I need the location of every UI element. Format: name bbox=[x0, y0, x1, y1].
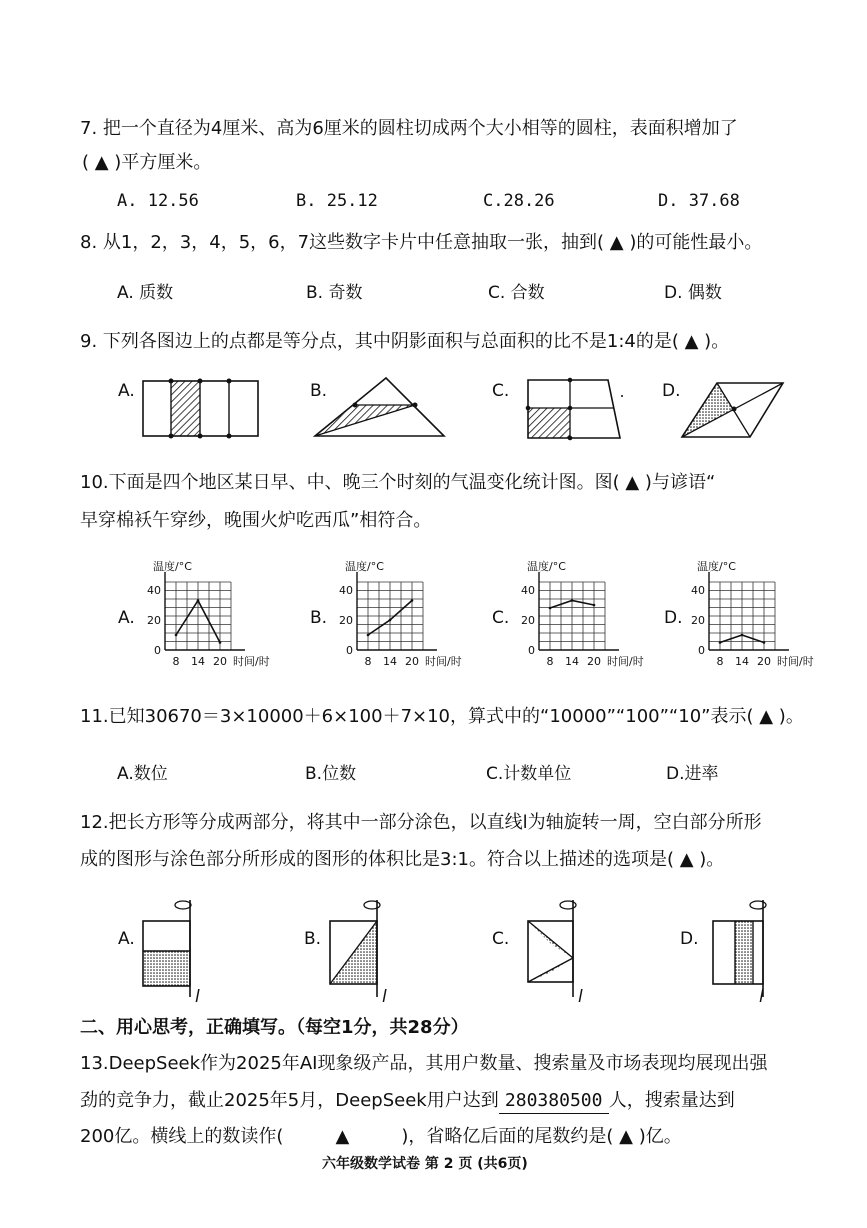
q12-label-a: A. bbox=[118, 929, 135, 949]
q10-label-c: C. bbox=[492, 608, 510, 628]
q8-option-c: C. 合数 bbox=[488, 283, 545, 303]
q7-option-c: C.28.26 bbox=[483, 191, 555, 211]
chart-1-y-axis-label: 温度/°C bbox=[153, 560, 192, 573]
q11-option-a: A.数位 bbox=[117, 764, 168, 784]
chart-2-x-tick-label: 14 bbox=[383, 655, 397, 668]
chart-1-x-tick-label: 20 bbox=[213, 655, 227, 668]
q7-option-d: D. 37.68 bbox=[658, 191, 740, 211]
q9-label-b: B. bbox=[310, 381, 328, 401]
chart-3-x-tick-label: 20 bbox=[587, 655, 601, 668]
chart-2-x-tick-label: 20 bbox=[405, 655, 419, 668]
chart-4-y-tick-label: 40 bbox=[691, 584, 705, 597]
q11-option-b: B.位数 bbox=[305, 764, 357, 784]
q13-user-count-blank: 280380500 bbox=[499, 1089, 609, 1114]
chart-2-x-axis-label: 时间/时 bbox=[425, 655, 462, 668]
q7-option-a: A. 12.56 bbox=[117, 191, 199, 211]
q12-figure-c bbox=[528, 900, 576, 997]
chart-4-y-tick-label: 20 bbox=[691, 614, 705, 627]
q9-label-c: C. bbox=[492, 381, 510, 401]
chart-3-x-axis-label: 时间/时 bbox=[607, 655, 644, 668]
q12-axis-label-a: l bbox=[195, 987, 200, 1007]
q12-label-c: C. bbox=[492, 929, 510, 949]
chart-2-y-axis-label: 温度/°C bbox=[345, 560, 384, 573]
chart-2-y-tick-label: 40 bbox=[339, 584, 353, 597]
q13-stem-line2 bbox=[80, 1089, 735, 1114]
chart-4-y-axis-label: 温度/°C bbox=[697, 560, 736, 573]
q10-stem-line1: 10.下面是四个地区某日早、中、晚三个时刻的气温变化统计图。图( ▲ )与谚语“ bbox=[80, 472, 716, 493]
q13-line2-prefix: 劲的竞争力，截止2025年5月，DeepSeek用户达到 bbox=[80, 1090, 499, 1111]
chart-1-y-tick-label: 20 bbox=[147, 614, 161, 627]
chart-4-x-axis-label: 时间/时 bbox=[777, 655, 814, 668]
q8-option-d: D. 偶数 bbox=[664, 283, 722, 303]
q13-line2-suffix: 人，搜索量达到 bbox=[608, 1090, 735, 1111]
q9-label-a: A. bbox=[118, 381, 135, 401]
q12-figure-d bbox=[713, 900, 766, 997]
q9-label-d: D. bbox=[662, 381, 681, 401]
q7-stem-line1: 7. 把一个直径为4厘米、高为6厘米的圆柱切成两个大小相等的圆柱，表面积增加了 bbox=[80, 118, 738, 139]
q12-stem-line2: 成的图形与涂色部分所形成的图形的体积比是3:1。符合以上描述的选项是( ▲ )。 bbox=[80, 849, 725, 870]
chart-3-y-tick-label: 0 bbox=[528, 644, 535, 657]
chart-4-y-tick-label: 0 bbox=[698, 644, 705, 657]
q13-line3-prefix: 200亿。横线上的数读作( bbox=[80, 1126, 284, 1147]
q12-figure-a bbox=[143, 900, 191, 997]
chart-4-x-tick-label: 20 bbox=[757, 655, 771, 668]
chart-2-x-tick-label: 8 bbox=[364, 655, 372, 668]
q13-stem-line3 bbox=[80, 1125, 682, 1149]
section-2-title: 二、用心思考，正确填写。（每空1分，共28分） bbox=[80, 1017, 469, 1038]
q8-option-b: B. 奇数 bbox=[306, 283, 363, 303]
q7-stem-line2: ( ▲ )平方厘米。 bbox=[82, 152, 212, 173]
q12-label-d: D. bbox=[680, 929, 699, 949]
q10-label-d: D. bbox=[664, 608, 683, 628]
chart-1-y-tick-label: 0 bbox=[154, 644, 161, 657]
q7-option-b: B. 25.12 bbox=[296, 191, 378, 211]
chart-3-y-axis-label: 温度/°C bbox=[527, 560, 566, 573]
q12-axis-label-c: l bbox=[578, 987, 583, 1007]
chart-3-x-tick-label: 8 bbox=[546, 655, 554, 668]
chart-4-x-tick-label: 8 bbox=[716, 655, 724, 668]
q11-option-c: C.计数单位 bbox=[486, 764, 572, 784]
chart-4-x-tick-label: 14 bbox=[735, 655, 749, 668]
q10-label-a: A. bbox=[118, 608, 135, 628]
q9-stem: 9. 下列各图边上的点都是等分点，其中阴影面积与总面积的比不是1:4的是( ▲ )。 bbox=[80, 331, 730, 352]
q11-option-d: D.进率 bbox=[666, 764, 719, 784]
chart-2-y-tick-label: 0 bbox=[346, 644, 353, 657]
q8-stem: 8. 从1，2，3，4，5，6，7这些数字卡片中任意抽取一张，抽到( ▲ )的可能性最小。 bbox=[80, 232, 763, 253]
q11-stem: 11.已知30670＝3×10000＋6×100＋7×10，算式中的“10000”“100”“10”表示( ▲ )。 bbox=[80, 706, 804, 727]
chart-1-y-tick-label: 40 bbox=[147, 584, 161, 597]
chart-3-y-tick-label: 20 bbox=[521, 614, 535, 627]
q10-label-b: B. bbox=[310, 608, 328, 628]
q13-answer-mark: ▲ bbox=[335, 1126, 350, 1147]
chart-1-x-tick-label: 14 bbox=[191, 655, 205, 668]
q12-label-b: B. bbox=[304, 929, 322, 949]
page-footer: 六年级数学试卷 第 2 页 (共6页) bbox=[322, 1156, 528, 1172]
chart-3-x-tick-label: 14 bbox=[565, 655, 579, 668]
chart-1-x-tick-label: 8 bbox=[172, 655, 180, 668]
q12-stem-line1: 12.把长方形等分成两部分，将其中一部分涂色，以直线l为轴旋转一周，空白部分所形 bbox=[80, 812, 762, 833]
q12-axis-label-d: l bbox=[759, 987, 764, 1007]
q12-figure-b bbox=[330, 900, 380, 997]
q12-axis-label-b: l bbox=[382, 987, 387, 1007]
q13-stem-line1: 13.DeepSeek作为2025年AI现象级产品，其用户数量、搜索量及市场表现均展现出强 bbox=[80, 1053, 768, 1074]
q13-line3-suffix: )，省略亿后面的尾数约是( ▲ )亿。 bbox=[401, 1126, 682, 1147]
chart-2-y-tick-label: 20 bbox=[339, 614, 353, 627]
chart-1-x-axis-label: 时间/时 bbox=[233, 655, 270, 668]
q10-stem-line2: 早穿棉袄午穿纱，晚围火炉吃西瓜”相符合。 bbox=[80, 510, 432, 531]
q8-option-a: A. 质数 bbox=[117, 283, 174, 303]
chart-3-y-tick-label: 40 bbox=[521, 584, 535, 597]
